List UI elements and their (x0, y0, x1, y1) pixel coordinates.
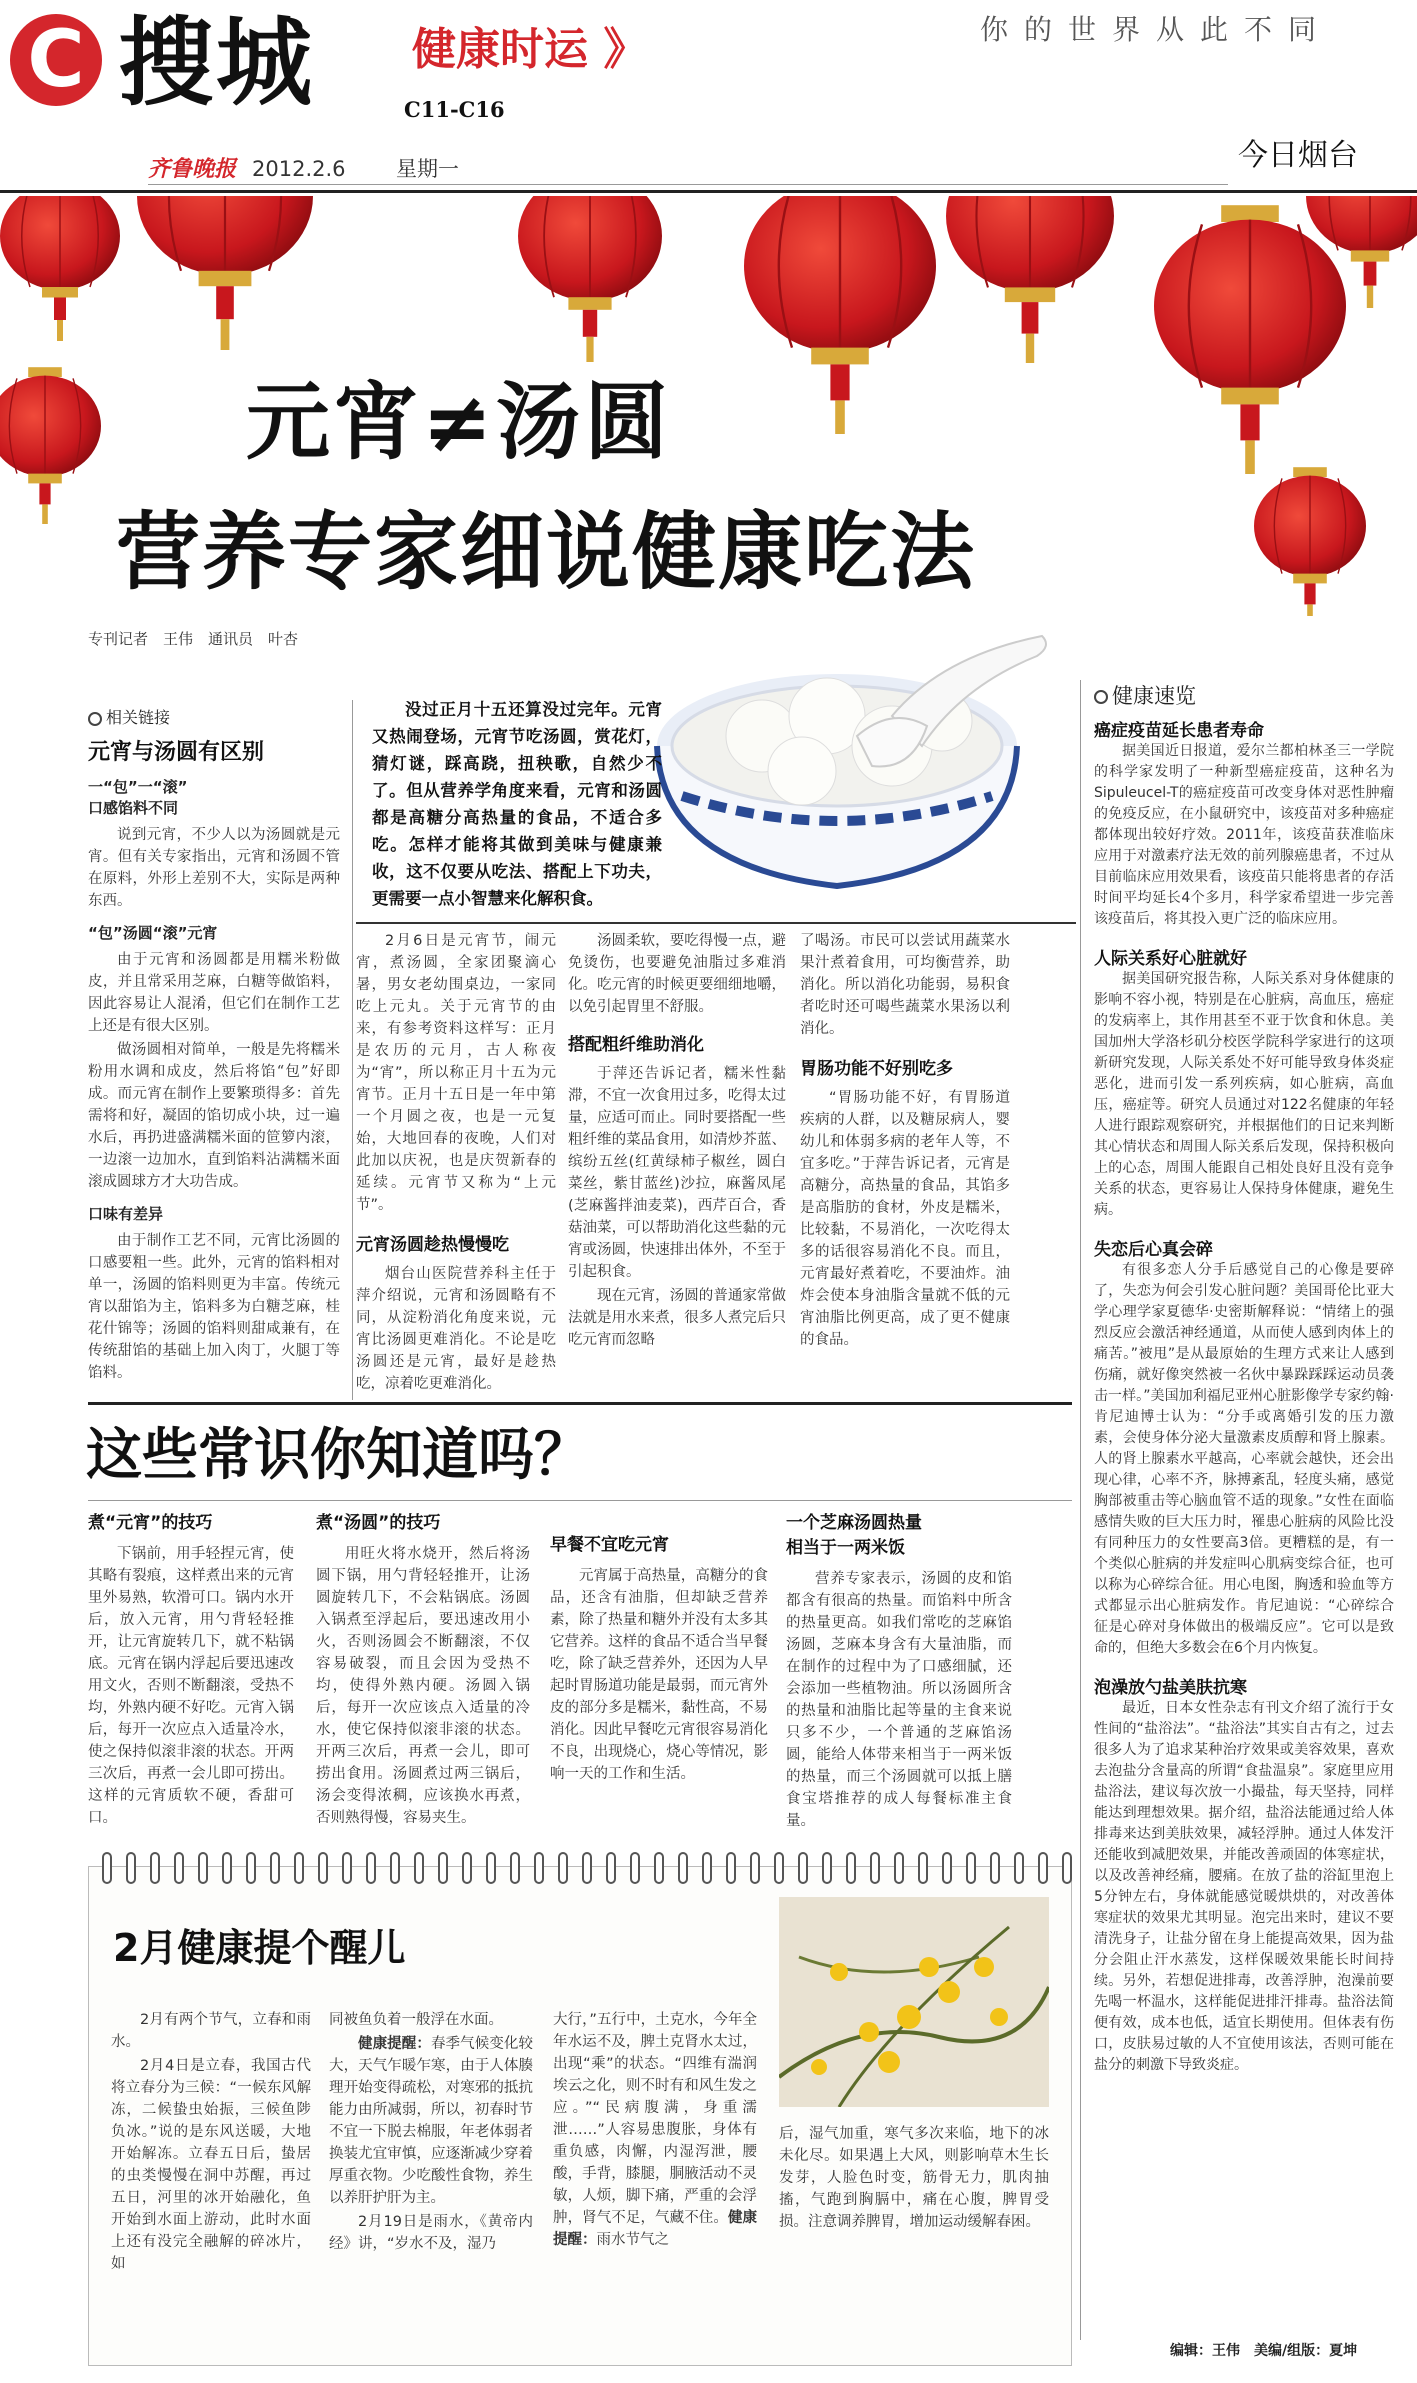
tangyuan-bowl-image (642, 596, 1062, 916)
tips-c3-text: 元宵属于高热量，高糖分的食品，还含有油脂，但却缺乏营养素，除了热量和糖外并没有太多其它营养。这样的食品不适合当早餐吃，除了缺乏营养外，还因为人早起时胃肠道功能是最弱，而元宵外皮的部分多是糯米，黏性高，不易消化。因此早餐吃元宵很容易消化不良，出现烧心，烧心等情况，影响一天的工作和生活。 (550, 1568, 768, 1782)
spiral-ring (895, 1853, 903, 1883)
masthead (0, 0, 1417, 195)
lantern-icon (946, 196, 1114, 363)
spiral-ring (871, 1853, 879, 1883)
spiral-ring (727, 1853, 735, 1883)
tips-headline: 这些常识你知道吗？ (86, 1423, 590, 1488)
intro-rule (356, 922, 1076, 924)
health-news-column (1094, 680, 1394, 2076)
news-item-text: 有很多恋人分手后感觉自己的心像是要碎了，失恋为何会引发心脏问题？美国哥伦比亚大学心理学家夏德华·史密斯解释说：“情绪上的强烈反应会激活神经通道，从而使人感到肉体上的痛苦。”被甩”是从最原始的生理方式来让人感到伤痛，就好像突然被一名伙中暴跺踩踩运动员袭击一样。”美国加利福尼亚州心脏影像学专家约翰·肯尼迪博士认为：“分手或离婚引发的压力激素，会使身体分泌大量激素皮质醇和肾上腺素。人的肾上腺素水平越高，心率就会越快，还会出现心律，心率不齐，脉搏紊乱，轻度头痛，感觉胸部被重击等心脑血管不适的现象。”女性在面临感情失败的巨大压力时，罹患心脏病的风险比没有同种压力的女性要高3倍。更糟糕的是，有一个类似心脏病的并发症叫心肌病变综合征，也可以称为心碎综合征。用心电图，胸透和验血等方式都显示出心脏病发作。肯尼迪说：“心碎综合征是心碎对身体做出的极端反应”。它可以是致命的，但绝大多数会在6个月内恢复。 (1094, 1262, 1394, 1656)
lead-col2-heading: 搭配粗纤维助消化 (568, 1035, 704, 1055)
spiral-ring (679, 1853, 687, 1883)
lantern-icon (518, 196, 662, 362)
channel-title (412, 22, 647, 78)
lantern-icon (0, 196, 120, 341)
s2-p1: 由于元宵和汤圆都是用糯米粉做皮，并且常采用芝麻，白糖等做馅料，因此容易让人混淆，但它们在制作工艺上还是有很大区别。 (88, 952, 340, 1034)
spiral-ring (607, 1853, 615, 1883)
headline-line-1: 元宵≠汤圆 (246, 373, 673, 471)
reminder-col-3 (553, 2009, 757, 2251)
spiral-ring (1039, 1853, 1047, 1883)
spiral-ring (271, 1853, 279, 1883)
spiral-ring (415, 1853, 423, 1883)
related-link-sidebar (88, 706, 340, 1384)
lead-col-1 (356, 930, 556, 1395)
issue-date: 2012.2.6 (252, 157, 346, 181)
tips-c4-heading-2: 相当于一两米饭 (786, 1538, 905, 1558)
lantern-icon (1254, 467, 1366, 616)
lead-col1-p1: 2月6日是元宵节，闹元宵，煮汤圆，全家团聚滴心暑，男女老幼围桌边，一家同吃上元丸。关于元宵节的由来，有参考资料这样写：正月是农历的元月，古人称夜为“宵”，所以称正月十五为元宵节。正月十五日是一年中第一个月圆之夜，也是一元复始，大地回春的夜晚，人们对此加以庆祝，也是庆贺新春的延续。元宵节又称为“上元节”。 (356, 933, 556, 1213)
spiral-ring (991, 1853, 999, 1883)
reminder-p1: 2月有两个节气，立春和雨水。 (111, 2012, 311, 2050)
lead-col3-p1: 了喝汤。市民可以尝试用蔬菜水果汁煮着食用，可均衡营养，助消化。所以消化功能弱，易积食者吃时还可喝些蔬菜水果汤以利消化。 (800, 933, 1010, 1037)
lantern-icon (1154, 205, 1346, 474)
lantern-icon (0, 367, 101, 524)
spiral-ring (127, 1853, 135, 1883)
spiral-ring (703, 1853, 711, 1883)
tips-c1-heading: 煮“元宵”的技巧 (88, 1513, 213, 1533)
tips-c4-text: 营养专家表示，汤圆的皮和馅都含有很高的热量。而馅料中所含的热量更高。如我们常吃的芝麻馅汤圆，芝麻本身含有大量油脂，而在制作的过程中为了口感细腻，还会添加一些植物油。所以汤圆所含的热量和油脂比起等量的主食来说只多不少，一个普通的芝麻馅汤圆，能给人体带来相当于一两米饭的热量，而三个汤圆就可以抵上膳食宝塔推荐的成人每餐标准主食量。 (786, 1571, 1012, 1829)
tips-under-rule (88, 1500, 1072, 1501)
footer-credits: 编辑：王伟 美编/组版：夏坤 (1170, 2343, 1358, 2359)
lead-col2-p1: 汤圆柔软，要吃得慢一点，避免烫伤，也要避免油脂过多难消化。吃元宵的时候更要细细地嚼，以免引起胃里不舒服。 (568, 933, 786, 1015)
slogan: 你的世界从此不同 (980, 13, 1333, 46)
s3-text: 由于制作工艺不同，元宵比汤圆的口感要粗一些。此外，元宵的馅料相对单一，汤圆的馅料则更为丰富。传统元宵以甜馅为主，馅料多为白糖芝麻，桂花什锦等；汤圆的馅料则甜咸兼有，在传统甜馅的基础上加入肉丁，火腿丁等馅料。 (88, 1233, 340, 1381)
reminder-col-1 (111, 2009, 311, 2275)
spiral-ring (295, 1853, 303, 1883)
tips-top-rule (88, 1402, 1072, 1405)
lantern-icon (744, 196, 936, 434)
lead-col3-p2: “胃肠功能不好，有胃肠道疾病的人群，以及糖尿病人，婴幼儿和体弱多病的老年人等，不宜多吃。”于萍告诉记者，元宵是高糖分，高热量的食品，其馅多是高脂肪的食材，外皮是糯米，比较黏，不易消化，一次吃得太多的话很容易消化不良。而且，元宵最好煮着吃，不要油炸。油炸会使本身油脂含量就不低的元宵油脂比例更高，成了更不健康的食品。 (800, 1090, 1010, 1348)
s1-text: 说到元宵，不少人以为汤圆就是元宵。但有关专家指出，元宵和汤圆不管在原料，外形上差别不大，实际是两种东西。 (88, 827, 340, 909)
spiral-ring (559, 1853, 567, 1883)
reminder-col-4 (779, 2123, 1049, 2233)
chevron-right-icon: 》 (603, 24, 648, 75)
lead-col1-heading: 元宵汤圆趁热慢慢吃 (356, 1235, 509, 1255)
spiral-ring (823, 1853, 831, 1883)
tips-col-4 (786, 1508, 1012, 1832)
circle-tag-icon (1094, 690, 1108, 704)
spiral-ring (463, 1853, 471, 1883)
spiral-ring (343, 1853, 351, 1883)
reminder-title: 2月健康提个醒儿 (113, 1926, 406, 1970)
lead-col-3 (800, 930, 1010, 1351)
reminder-p2: 2月4日是立春，我国古代将立春分为三候：“一候东风解冻，二候蛰虫始振，三候鱼陟负冰。”说的是东风送暖，大地开始解冻。立春五日后，蛰居的虫类慢慢在洞中苏醒，再过五日，河里的冰开始融化，鱼开始到水面上游动，此时水面上还有没完全融解的碎冰片，如 (111, 2058, 311, 2272)
news-item-title: 癌症疫苗延长患者寿命 (1094, 721, 1264, 741)
tips-c4-heading: 一个芝麻汤圆热量 (786, 1513, 922, 1533)
health-news-label: 健康速览 (1094, 680, 1394, 712)
s2-p2: 做汤圆相对简单，一般是先将糯米粉用水调和成皮，然后将馅“包”好即成。而元宵在制作上要繁琐得多：首先需将和好，凝固的馅切成小块，过一遍水后，再扔进盛满糯米面的笸箩内滚，一边滚一边加水，直到馅料沾满糯米面滚成圆球方才大功告成。 (88, 1042, 340, 1190)
spiral-ring (919, 1853, 927, 1883)
spiral-ring (751, 1853, 759, 1883)
s2-heading: “包”汤圆“滚”元宵 (88, 924, 218, 942)
spiral-ring (151, 1853, 159, 1883)
winter-jasmine-photo (779, 1897, 1049, 2107)
spiral-binding-icon (89, 1849, 1073, 1889)
spiral-ring (439, 1853, 447, 1883)
lead-col2-p2: 于萍还告诉记者，糯米性黏滞，不宜一次食用过多，吃得太过量，应适可而止。同时要搭配一些粗纤维的菜品食用，如清炒芥蓝、缤纷五丝(红黄绿柿子椒丝，圆白菜丝，紫甘蓝丝)沙拉，麻酱凤尾(芝麻酱拌油麦菜)，西芹百合，香菇油菜，可以帮助消化这些黏的元宵或汤圆，快速排出体外，不至于引起积食。 (568, 1066, 786, 1280)
tips-col-3 (550, 1530, 768, 1785)
lead-col1-p2: 烟台山医院营养科主任于萍介绍说，元宵和汤圆略有不同，从淀粉消化角度来说，元宵比汤圆更难消化。不论是吃汤圆还是元宵，最好是趁热吃，凉着吃更难消化。 (356, 1266, 556, 1392)
column-divider (1080, 680, 1081, 2340)
tips-c1-text: 下锅前，用手轻捏元宵，使其略有裂痕，这样煮出来的元宵里外易熟，软滑可口。锅内水开后，放入元宵，用勺背轻轻推开，让元宵旋转几下，就不粘锅底。元宵在锅内浮起后要迅速改用文火，否则不断翻滚，受热不均，外熟内硬不好吃。元宵入锅后，每开一次应点入适量冷水，使之保持似滚非滚的状态。开两三次后，再煮一会儿即可捞出。这样的元宵质软不硬，香甜可口。 (88, 1546, 294, 1826)
masthead-rule (0, 190, 1417, 193)
issue-weekday: 星期一 (396, 157, 459, 181)
spiral-ring (391, 1853, 399, 1883)
related-link-label: 相关链接 (88, 706, 340, 730)
spiral-ring (1015, 1853, 1023, 1883)
news-item-text: 最近，日本女性杂志有刊文介绍了流行于女性间的“盐浴法”。“盐浴法”其实自古有之，过去很多人为了追求某种治疗效果或美容效果，喜欢去泡盐分含量高的所谓“食盐温泉”。家庭里应用盐浴法，建议每次放一小撮盐，每天坚持，同样能达到理想效果。据介绍，盐浴法能通过给人体排毒来达到美肤效果，减轻浮肿。通过人体发汗还能收到减肥效果，并能改善顽固的体寒症状，以及改善神经痛，腰痛。在放了盐的浴缸里泡上5分钟左右，身体就能感觉暖烘烘的，对改善体寒症状的效果尤其明显。泡完出来时，建议不要清洗身子，让盐分留在身上能提高效果，因为盐分会阻止汗水蒸发，这样保暖效果能长时间持续。另外，若想促进排毒，改善浮肿，泡澡前要先喝一杯温水，这样能促进排汗排毒。盐浴法简便有效，成本也低，适宜长期使用。但体表有伤口，皮肤易过敏的人不宜使用该法，否则可能在盐分的刺激下导致炎症。 (1094, 1700, 1394, 2073)
reminder-p3: 同被鱼负着一般浮在水面。 (329, 2012, 503, 2028)
news-item-title: 人际关系好心脏就好 (1094, 949, 1247, 969)
tips-c2-heading: 煮“汤圆”的技巧 (316, 1513, 441, 1533)
related-link-title: 元宵与汤圆有区别 (88, 740, 265, 765)
spiral-ring (631, 1853, 639, 1883)
spiral-ring (367, 1853, 375, 1883)
reminder-p4: 健康提醒：春季气候变化较大，天气乍暖乍寒，由于人体腠理开始变得疏松，对寒邪的抵抗能力由所减弱，所以，初春时节不宜一下脱去棉服，年老体弱者换装尤宜审慎，应逐渐减少穿着厚重衣物。少吃酸性食物，养生以养肝护肝为主。 (329, 2036, 534, 2206)
s1-heading: 一“包”一“滚” (88, 778, 188, 796)
lead-col-2 (568, 930, 786, 1351)
column-divider (352, 700, 353, 1400)
section-name: 搜城 (118, 7, 314, 119)
reminder-p5: 2月19日是雨水，《黄帝内经》讲，“岁水不及，湿乃 (329, 2214, 533, 2252)
paper-name: 齐鲁晚报 (148, 156, 237, 182)
reminder-p6: 大行，”五行中，土克水，今年全年水运不及，脾土克肾水太过，出现“乘”的状态。“四维有湍润埃云之化，则不时有和风生发之应。”“民病腹满，身重濡泄……”人容易患腹胀，身体有重负感，肉懈，内湿泻泄，腰酸，手背，膝腿，胴腋活动不灵敏，人烦，脚下痛，严重的会浮肿，肾气不足，气藏不住。健康提醒：雨水节气之 (553, 2012, 758, 2248)
page-range: C11-C16 (404, 97, 505, 122)
spiral-ring (967, 1853, 975, 1883)
logo-letter: C (27, 15, 85, 105)
reminder-col-2 (329, 2009, 533, 2255)
tips-c2-text: 用旺火将水烧开，然后将汤圆下锅，用勺背轻轻推开，让汤圆旋转几下，不会粘锅底。汤圆入锅煮至浮起后，要迅速改用小火，否则汤圆会不断翻滚，不仅容易破裂，而且会因为受热不均，使得外熟内硬。汤圆入锅后，每开一次应该点入适量的冷水，使它保持似滚非滚的状态。开两三次后，再煮一会儿，即可捞出食用。汤圆煮过两三锅后，汤会变得浓稠，应该换水再煮，否则熟得慢，容易夹生。 (316, 1546, 530, 1826)
spiral-ring (655, 1853, 663, 1883)
spiral-ring (487, 1853, 495, 1883)
circle-tag-icon (88, 712, 102, 726)
reminder-p7: 后，湿气加重，寒气多次来临，地下的冰未化尽。如果遇上大风，则影响草木生长发芽，人脸色时变，筋骨无力，肌肉抽搐，气跑到胸膈中，痛在心腹，脾胃受损。注意调养脾胃，增加运动缓解春困。 (779, 2126, 1049, 2230)
edition-name: 今日烟台 (1238, 138, 1358, 173)
health-tip-label: 健康提醒： (358, 2036, 431, 2052)
s3-heading: 口味有差异 (88, 1205, 164, 1223)
date-bar (148, 154, 1228, 185)
news-item-title: 失恋后心真会碎 (1094, 1240, 1213, 1260)
headline-line-2: 营养专家细说健康吃法 (116, 503, 977, 601)
spiral-ring (103, 1853, 111, 1883)
lead-col2-p3: 现在元宵，汤圆的普通家常做法就是用水来煮，很多人煮完后只吃元宵而忽略 (568, 1288, 786, 1348)
health-tip-label: 健康提醒： (553, 2210, 758, 2248)
byline: 专刊记者 王伟 通讯员 叶杏 (88, 630, 299, 648)
spiral-ring (175, 1853, 183, 1883)
news-item-text: 据美国研究报告称，人际关系对身体健康的影响不容小视，特别是在心脏病，高血压，癌症的发病率上，其作用甚至不亚于饮食和休息。美国加州大学洛杉矶分校医学院科学家进行的这项新研究发现，人际关系处不好可能导致身体炎症恶化，进而引发一系列疾病，如心脏病，高血压，癌症等。研究人员通过对122名健康的年轻人进行跟踪观察研究，并根据他们的日记来判断其心情状态和周围人际关系后发现，保持积极向上的心态，周围人能跟自己相处良好且没有竞争关系的状态，更容易让人保持身体健康，避免生病。 (1094, 971, 1394, 1218)
lead-col3-heading: 胃肠功能不好别吃多 (800, 1059, 953, 1079)
spiral-ring (583, 1853, 591, 1883)
spiral-ring (1063, 1853, 1071, 1883)
news-item-text: 据美国近日报道，爱尔兰都柏林圣三一学院的科学家发明了一种新型癌症疫苗，这种名为Sipuleucel-T的癌症疫苗可改变身体对恶性肿瘤的免疫反应，在小鼠研究中，该疫苗对多种癌症都体现出较好疗效。2011年，该疫苗获准临床应用于对激素疗法无效的前列腺癌患者，不过从目前临床应用效果看，该疫苗只能将患者的存活时间平均延长4个多月，科学家希望进一步完善该疫苗后，将其投入更广泛的临床应用。 (1094, 743, 1394, 927)
s1-sub: 口感馅料不同 (88, 799, 179, 817)
logo-badge (10, 14, 102, 106)
spiral-ring (223, 1853, 231, 1883)
spiral-ring (319, 1853, 327, 1883)
spiral-ring (535, 1853, 543, 1883)
spiral-ring (943, 1853, 951, 1883)
tips-col-1 (88, 1508, 294, 1829)
lead-intro (372, 696, 662, 912)
reminder-box (88, 1866, 1072, 2366)
news-item-title: 泡澡放勺盐美肤抗寒 (1094, 1678, 1247, 1698)
lantern-icon (137, 196, 313, 350)
tips-c3-heading: 早餐不宜吃元宵 (550, 1535, 669, 1555)
spiral-ring (199, 1853, 207, 1883)
tips-col-2 (316, 1508, 530, 1829)
spiral-ring (511, 1853, 519, 1883)
spiral-ring (799, 1853, 807, 1883)
lead-intro-text: 没过正月十五还算没过完年。元宵又热闹登场，元宵节吃汤圆，赏花灯，猜灯谜，踩高跷，扭秧歌，自然少不了。但从营养学角度来看，元宵和汤圆都是高糖分高热量的食品，不适合多吃。怎样才能将其做到美味与健康兼收，这不仅要从吃法、搭配上下功夫，更需要一点小智慧来化解积食。 (372, 700, 662, 908)
spiral-ring (247, 1853, 255, 1883)
channel-name: 健康时运 (412, 24, 588, 75)
spiral-ring (775, 1853, 783, 1883)
spiral-ring (847, 1853, 855, 1883)
